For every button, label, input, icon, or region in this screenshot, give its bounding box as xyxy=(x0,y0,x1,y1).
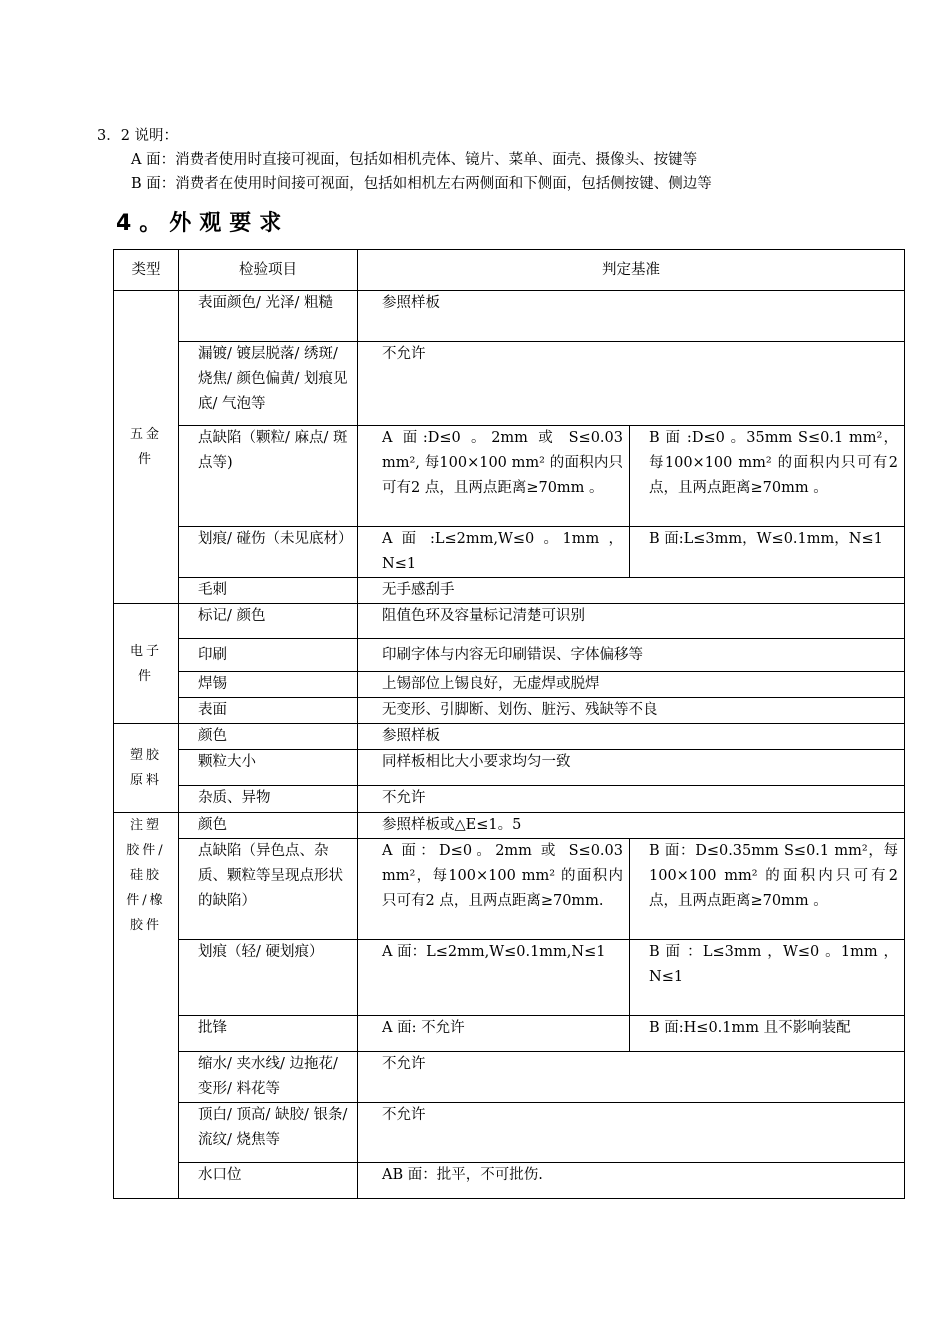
criteria-b-cell: B 面 :D≤0 。35mm S≤0.1 mm²，每100×100 mm² 的面积内只可有2 点，且两点距离≥70mm 。 xyxy=(630,426,905,527)
item-cell: 杂质、异物 xyxy=(179,786,358,813)
criteria-cell: 无手感刮手 xyxy=(358,578,905,604)
item-cell: 印刷 xyxy=(179,639,358,672)
header-type: 类型 xyxy=(114,250,179,291)
item-cell: 点缺陷（颗粒/ 麻点/ 斑点等) xyxy=(179,426,358,527)
item-cell: 批锋 xyxy=(179,1016,358,1052)
header-item: 检验项目 xyxy=(179,250,358,291)
criteria-a-cell: A 面：D≤0。2mm 或 S≤0.03 mm²，每100×100 mm² 的面积内只可有2 点，且两点距离≥70mm. xyxy=(358,839,630,940)
criteria-a-cell: A 面:D≤0 。2mm 或 S≤0.03 mm², 每100×100 mm² 的面积内只可有2 点，且两点距离≥70mm 。 xyxy=(358,426,630,527)
table-row xyxy=(114,698,905,724)
criteria-b-cell: B 面 ：L≤3mm ，W≤0 。1mm ，N≤1 xyxy=(630,940,905,1016)
criteria-cell: 印刷字体与内容无印刷错误、字体偏移等 xyxy=(358,639,905,672)
item-cell: 标记/ 颜色 xyxy=(179,604,358,639)
header-criteria: 判定基准 xyxy=(358,250,905,291)
item-cell: 划痕/ 碰伤（未见底材） xyxy=(179,527,358,578)
table-row xyxy=(114,639,905,672)
item-cell: 表面 xyxy=(179,698,358,724)
table-row xyxy=(114,578,905,604)
table-row xyxy=(114,1052,905,1103)
intro-line-3: B 面：消费者在使用时间接可视面，包括如相机左右两侧面和下侧面，包括侧按键、侧边等 xyxy=(131,176,712,192)
intro-section xyxy=(97,124,712,196)
category-cell xyxy=(114,604,179,724)
section-heading: 4。外观要求 xyxy=(116,211,290,236)
item-cell: 表面颜色/ 光泽/ 粗糙 xyxy=(179,291,358,342)
item-cell: 颜色 xyxy=(179,724,358,750)
category-label: 塑胶原料 xyxy=(129,748,162,788)
table-row xyxy=(114,291,905,342)
table-row xyxy=(114,672,905,698)
criteria-cell: 阻值色环及容量标记清楚可识别 xyxy=(358,604,905,639)
table-row xyxy=(114,813,905,839)
item-cell: 颜色 xyxy=(179,813,358,839)
appearance-requirements-table xyxy=(113,249,905,1199)
criteria-cell: 不允许 xyxy=(358,1052,905,1103)
table-row xyxy=(114,604,905,639)
criteria-cell: 无变形、引脚断、划伤、脏污、残缺等不良 xyxy=(358,698,905,724)
criteria-cell: 上锡部位上锡良好，无虚焊或脱焊 xyxy=(358,672,905,698)
criteria-a-cell: A 面: 不允许 xyxy=(358,1016,630,1052)
table-row xyxy=(114,940,905,1016)
criteria-b-cell: B 面:H≤0.1mm 且不影响装配 xyxy=(630,1016,905,1052)
item-cell: 毛刺 xyxy=(179,578,358,604)
item-cell: 漏镀/ 镀层脱落/ 绣斑/ 烧焦/ 颜色偏黄/ 划痕见底/ 气泡等 xyxy=(179,342,358,426)
category-label: 五金件 xyxy=(129,427,162,467)
table-row xyxy=(114,839,905,940)
criteria-cell: 不允许 xyxy=(358,1103,905,1163)
table-row xyxy=(114,426,905,527)
table-row xyxy=(114,527,905,578)
intro-line-1: 3．2 说明： xyxy=(97,128,179,144)
table-header-row xyxy=(114,250,905,291)
criteria-cell: 同样板相比大小要求均匀一致 xyxy=(358,750,905,786)
criteria-a-cell: A 面：L≤2mm,W≤0.1mm,N≤1 xyxy=(358,940,630,1016)
category-cell xyxy=(114,291,179,604)
category-label: 电子件 xyxy=(129,643,162,684)
item-cell: 焊锡 xyxy=(179,672,358,698)
criteria-cell: 不允许 xyxy=(358,342,905,426)
item-cell: 颗粒大小 xyxy=(179,750,358,786)
table-row xyxy=(114,786,905,813)
criteria-cell: 参照样板 xyxy=(358,291,905,342)
category-cell xyxy=(114,724,179,813)
intro-line-2: A 面：消费者使用时直接可视面，包括如相机壳体、镜片、菜单、面壳、摄像头、按键等 xyxy=(131,152,698,168)
criteria-cell: 参照样板或△E≤1。5 xyxy=(358,813,905,839)
table-row xyxy=(114,1016,905,1052)
table-row xyxy=(114,724,905,750)
criteria-a-cell: A 面 :L≤2mm,W≤0 。1mm ，N≤1 xyxy=(358,527,630,578)
criteria-cell: AB 面：批平，不可批伤. xyxy=(358,1163,905,1199)
item-cell: 点缺陷（异色点、杂质、颗粒等呈现点形状的缺陷） xyxy=(179,839,358,940)
item-cell: 划痕（轻/ 硬划痕） xyxy=(179,940,358,1016)
item-cell: 水口位 xyxy=(179,1163,358,1199)
table-row xyxy=(114,342,905,426)
item-cell: 缩水/ 夹水线/ 边拖花/ 变形/ 料花等 xyxy=(179,1052,358,1103)
category-label: 注塑胶件/硅胶件/橡胶件 xyxy=(126,818,166,933)
criteria-cell: 参照样板 xyxy=(358,724,905,750)
table-row xyxy=(114,1163,905,1199)
table-row xyxy=(114,1103,905,1163)
criteria-b-cell: B 面:L≤3mm，W≤0.1mm，N≤1 xyxy=(630,527,905,578)
table-row xyxy=(114,750,905,786)
category-cell xyxy=(114,813,179,1199)
item-cell: 顶白/ 顶高/ 缺胶/ 银条/ 流纹/ 烧焦等 xyxy=(179,1103,358,1163)
criteria-cell: 不允许 xyxy=(358,786,905,813)
criteria-b-cell: B 面：D≤0.35mm S≤0.1 mm²，每100×100 mm² 的面积内只可有2点，且两点距离≥70mm 。 xyxy=(630,839,905,940)
